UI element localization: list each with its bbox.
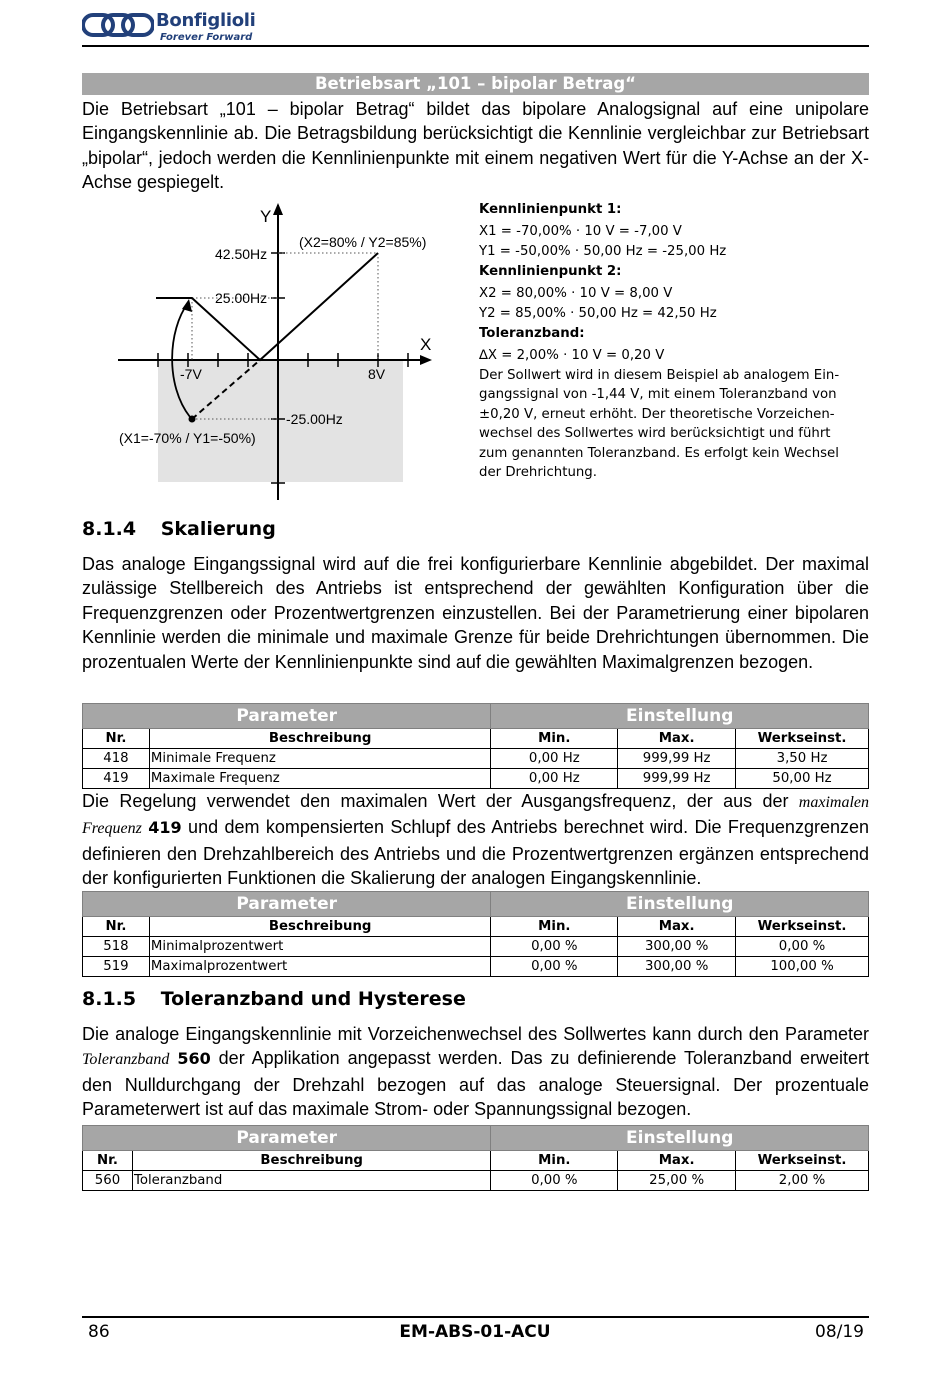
cell-nr: 418 — [83, 749, 150, 769]
cell-desc: Minimale Frequenz — [149, 749, 491, 769]
table-row — [83, 937, 869, 957]
col-nr: Nr. — [83, 917, 150, 937]
col-beschreibung: Beschreibung — [132, 1151, 490, 1171]
table-header-parameter: Parameter — [83, 1126, 491, 1151]
heading-8-1-5-number: 8.1.5 — [82, 988, 137, 1010]
cell-nr: 518 — [83, 937, 150, 957]
cell-min: 0,00 % — [491, 1171, 618, 1191]
x-axis-label: X — [420, 335, 432, 354]
y-axis-arrow-icon — [273, 203, 283, 215]
cell-min: 0,00 Hz — [491, 769, 618, 789]
bonfiglioli-logo-icon — [82, 12, 154, 38]
table-header-einstellung: Einstellung — [491, 892, 869, 917]
col-min: Min. — [491, 917, 618, 937]
tol-note-1: Der Sollwert wird in diesem Beispiel ab analogem Ein- — [479, 368, 840, 383]
cell-nr: 519 — [83, 957, 150, 977]
tol-line1: ∆X = 2,00% · 10 V = 0,20 V — [479, 348, 665, 363]
table-header-parameter: Parameter — [83, 704, 491, 729]
col-nr: Nr. — [83, 729, 150, 749]
col-max: Max. — [618, 729, 736, 749]
kp1-line2: Y1 = -50,00% · 50,00 Hz = -25,00 Hz — [479, 244, 727, 259]
cell-desc: Minimalprozentwert — [149, 937, 491, 957]
intro-paragraph: Die Betriebsart „101 – bipolar Betrag“ bildet das bipolare Analogsignal auf eine unipolare Eingangskennlinie ab. Die Betragsbildung berücksichtigt die Kennlinie vergleichbar zur Betriebsart „bipolar“, jedoch werden die Kennlinienpunkte mit einem negativen Wert für die Y-Achse an der X-Achse gespiegelt. — [82, 99, 869, 193]
section-band: Betriebsart „101 – bipolar Betrag“ — [82, 73, 869, 95]
parameter-table-toleranzband — [82, 1125, 869, 1191]
para2-text-a: Die Regelung verwendet den maximalen Wert der Ausgangsfrequenz, der aus der — [82, 791, 799, 811]
col-nr: Nr. — [83, 1151, 133, 1171]
kp2-title: Kennlinienpunkt 2: — [479, 264, 622, 279]
col-max: Max. — [618, 917, 736, 937]
table-header-einstellung: Einstellung — [491, 704, 869, 729]
x-axis-arrow-icon — [420, 355, 432, 365]
col-werkseinst: Werkseinst. — [736, 1151, 869, 1171]
label-minus-25-00hz: -25.00Hz — [286, 411, 343, 427]
parameter-table-frequency — [82, 703, 869, 789]
tol-note-5: zum genannten Toleranzband. Es erfolgt kein Wechsel — [479, 445, 839, 461]
parameter-table-percent — [82, 891, 869, 977]
cell-min: 0,00 % — [491, 957, 618, 977]
characteristic-points-notes — [479, 200, 874, 482]
table-row — [83, 1171, 869, 1191]
heading-8-1-5 — [82, 988, 466, 1010]
footer-rule — [82, 1316, 869, 1318]
table-header-einstellung: Einstellung — [491, 1126, 869, 1151]
heading-8-1-4-title: Skalierung — [160, 518, 276, 540]
cell-min: 0,00 Hz — [491, 749, 618, 769]
cell-max: 999,99 Hz — [618, 749, 736, 769]
label-point1: (X1=-70% / Y1=-50%) — [119, 430, 256, 446]
heading-8-1-5-title: Toleranzband und Hysterese — [160, 988, 466, 1010]
tol-note-2: gangssignal von -1,44 V, mit einem Toleranzband von — [479, 387, 837, 403]
page-number: 86 — [88, 1322, 110, 1342]
param-name-maximale-frequenz: maximalen Frequenz — [82, 794, 869, 838]
header-rule — [82, 45, 869, 47]
col-beschreibung: Beschreibung — [149, 917, 491, 937]
kp2-line2: Y2 = 85,00% · 50,00 Hz = 42,50 Hz — [479, 306, 717, 321]
tol-note-6: der Drehrichtung. — [479, 465, 597, 481]
heading-8-1-4-number: 8.1.4 — [82, 518, 137, 540]
param-number-419: 419 — [148, 818, 182, 838]
paragraph-toleranzband — [82, 1022, 869, 1122]
table-row — [83, 769, 869, 789]
paragraph-regelung — [82, 789, 869, 891]
col-max: Max. — [618, 1151, 736, 1171]
label-point2: (X2=80% / Y2=85%) — [299, 234, 427, 250]
kp2-line1: X2 = 80,00% · 10 V = 8,00 V — [479, 286, 673, 301]
col-beschreibung: Beschreibung — [149, 729, 491, 749]
tol-note-3: ±0,20 V, erneut erhöht. Der theoretische Vorzeichen- — [479, 406, 835, 422]
brand-tagline: Forever Forward — [160, 32, 253, 43]
para3-text-b: der Applikation angepasst werden. Das zu definierende Toleranzband erweitert den Nulldurchgang der Drehzahl bezogen auf das analoge Steuersignal. Der prozentuale Parameterwert ist auf das maximale Strom- oder Spannungssignal bezogen. — [82, 1048, 869, 1120]
cell-desc: Maximalprozentwert — [149, 957, 491, 977]
document-code: EM-ABS-01-ACU — [399, 1322, 551, 1342]
paragraph-skalierung: Das analoge Eingangssignal wird auf die frei konfigurierbare Kennlinie abgebildet. Der maximal zulässige Stellbereich des Antriebs ist entsprechend der gewählten Konfiguration über die Frequenzgrenzen oder Prozentwertgrenzen einzustellen. Bei der Parametrierung einer bipolaren Kennlinie werden die minimale und maximale Grenze für beide Drehrichtungen übernommen. Die prozentualen Werte der Kennlinienpunkte sind auf die gewählten Maximalgrenzen bezogen. — [82, 554, 869, 672]
cell-werk: 3,50 Hz — [736, 749, 869, 769]
cell-nr: 419 — [83, 769, 150, 789]
brand-name: Bonfiglioli — [156, 10, 256, 31]
cell-werk: 2,00 % — [736, 1171, 869, 1191]
col-min: Min. — [491, 729, 618, 749]
table-row — [83, 749, 869, 769]
col-min: Min. — [491, 1151, 618, 1171]
cell-min: 0,00 % — [491, 937, 618, 957]
col-werkseinst: Werkseinst. — [736, 729, 869, 749]
table-header-parameter: Parameter — [83, 892, 491, 917]
cell-max: 300,00 % — [618, 957, 736, 977]
tol-title: Toleranzband: — [479, 326, 585, 341]
cell-werk: 0,00 % — [736, 937, 869, 957]
cell-desc: Maximale Frequenz — [149, 769, 491, 789]
para2-text-b: und dem kompensierten Schlupf des Antriebs berechnet wird. Die Frequenzgrenzen definieren den Drehzahlbereich des Antriebs und die Prozentwertgrenzen ergänzen entsprechend der konfigurierten Funktionen die Skalierung der analogen Eingangskennlinie. — [82, 817, 869, 889]
kp1-title: Kennlinienpunkt 1: — [479, 202, 622, 217]
brand-logo — [82, 8, 282, 48]
param-name-toleranzband: Toleranzband — [82, 1051, 170, 1069]
cell-werk: 50,00 Hz — [736, 769, 869, 789]
cell-max: 999,99 Hz — [618, 769, 736, 789]
para3-text-a: Die analoge Eingangskennlinie mit Vorzeichenwechsel des Sollwertes kann durch den Parameter — [82, 1024, 869, 1044]
cell-werk: 100,00 % — [736, 957, 869, 977]
cell-nr: 560 — [83, 1171, 133, 1191]
point1-marker — [189, 416, 196, 423]
document-date: 08/19 — [815, 1322, 864, 1342]
col-werkseinst: Werkseinst. — [736, 917, 869, 937]
cell-desc: Toleranzband — [132, 1171, 490, 1191]
label-minus-7v: -7V — [180, 366, 202, 382]
label-8v: 8V — [368, 366, 386, 382]
label-25-00hz: 25.00Hz — [215, 290, 268, 306]
tol-note-4: wechsel des Sollwertes wird berücksichtigt und führt — [479, 426, 831, 442]
characteristic-diagram — [110, 195, 460, 510]
heading-8-1-4 — [82, 518, 276, 540]
kp1-line1: X1 = -70,00% · 10 V = -7,00 V — [479, 224, 682, 239]
label-42-50hz: 42.50Hz — [215, 246, 268, 262]
cell-max: 25,00 % — [618, 1171, 736, 1191]
y-axis-label: Y — [260, 207, 272, 226]
table-row — [83, 957, 869, 977]
cell-max: 300,00 % — [618, 937, 736, 957]
param-number-560: 560 — [177, 1049, 211, 1069]
